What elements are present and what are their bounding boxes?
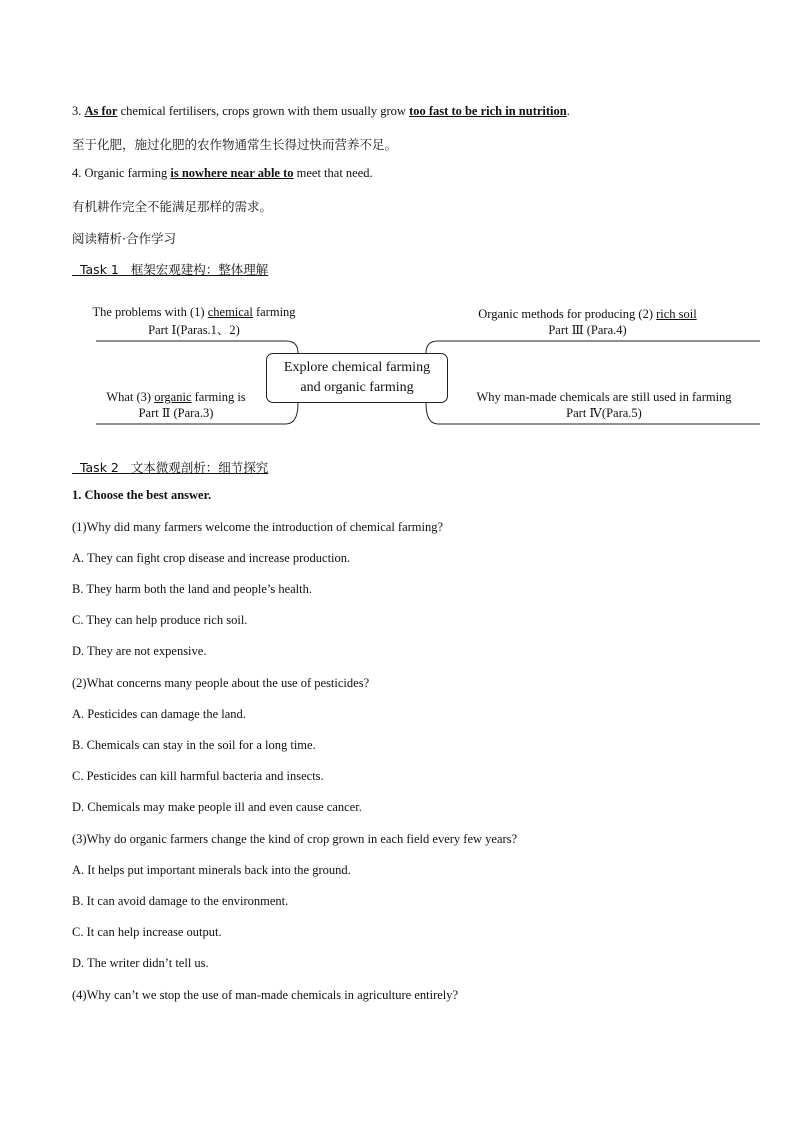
branch-part: Part Ⅰ(Paras.1、2)	[148, 323, 240, 337]
sentence-text: meet that need.	[293, 166, 373, 180]
branch-part: Part Ⅱ (Para.3)	[138, 406, 214, 420]
question-heading: 1. Choose the best answer.	[72, 488, 212, 502]
task-label: Task 1 框架宏观建构：整体理解	[79, 262, 269, 277]
branch-part: Part Ⅳ(Para.5)	[566, 406, 642, 420]
key-phrase-as-for: As for	[84, 104, 118, 118]
q1-option-c: C. They can help produce rich soil.	[72, 613, 248, 627]
task-2-heading	[72, 458, 268, 476]
q1-option-d: D. They are not expensive.	[72, 644, 207, 658]
branch-top-right: Organic methods for producing (2) rich soil Part Ⅲ (Para.4)	[450, 307, 725, 338]
sentence-text: Organic farming	[81, 166, 171, 180]
q3-option-d: D. The writer didn’t tell us.	[72, 956, 209, 970]
q1-option-a: A. They can fight crop disease and increase production.	[72, 551, 351, 565]
center-line-1: Explore chemical farming	[283, 360, 431, 375]
center-line-2: and organic farming	[300, 380, 414, 395]
q2-option-b: B. Chemicals can stay in the soil for a long time.	[72, 738, 316, 752]
q3-option-a: A. It helps put important minerals back into the ground.	[72, 863, 351, 877]
branch-text: Why man-made chemicals are still used in farming	[476, 390, 732, 404]
sentence-number: 4.	[72, 166, 82, 180]
sentence-3-translation: 至于化肥，施过化肥的农作物通常生长得过快而营养不足。	[72, 137, 398, 152]
q3-option-c: C. It can help increase output.	[72, 925, 222, 939]
q2-option-d: D. Chemicals may make people ill and even cause cancer.	[72, 800, 362, 814]
mind-map-center	[266, 353, 448, 403]
question-4-stem: (4)Why can’t we stop the use of man-made chemicals in agriculture entirely?	[72, 988, 459, 1002]
q2-option-a: A. Pesticides can damage the land.	[72, 707, 246, 721]
section-title: 阅读精析·合作学习	[72, 231, 176, 246]
question-2-stem: (2)What concerns many people about the use of pesticides?	[72, 676, 370, 690]
key-phrase-nowhere-near: is nowhere near able to	[170, 166, 294, 180]
sentence-end: .	[566, 104, 570, 118]
q3-option-b: B. It can avoid damage to the environment.	[72, 894, 289, 908]
sentence-4-translation: 有机耕作完全不能满足那样的需求。	[72, 199, 273, 214]
q2-option-c: C. Pesticides can kill harmful bacteria and insects.	[72, 769, 324, 783]
branch-bottom-left: What (3) organic farming is Part Ⅱ (Para.3)	[92, 390, 260, 421]
answer-2: rich soil	[656, 307, 697, 321]
answer-1: chemical	[207, 305, 253, 319]
question-3-stem: (3)Why do organic farmers change the kind of crop grown in each field every few years?	[72, 832, 518, 846]
sentence-number: 3.	[72, 104, 82, 118]
branch-top-left: The problems with (1) chemical farming Part Ⅰ(Paras.1、2)	[78, 305, 310, 338]
branch-bottom-right	[452, 390, 756, 421]
branch-part: Part Ⅲ (Para.4)	[548, 323, 627, 337]
question-1-stem: (1)Why did many farmers welcome the introduction of chemical farming?	[72, 520, 444, 534]
answer-3: organic	[154, 390, 192, 404]
sentence-text: chemical fertilisers, crops grown with them usually grow	[117, 104, 410, 118]
q1-option-b: B. They harm both the land and people’s health.	[72, 582, 312, 596]
key-phrase-too-fast: too fast to be rich in nutrition	[409, 104, 567, 118]
task-label: Task 2 文本微观剖析：细节探究	[79, 460, 269, 475]
